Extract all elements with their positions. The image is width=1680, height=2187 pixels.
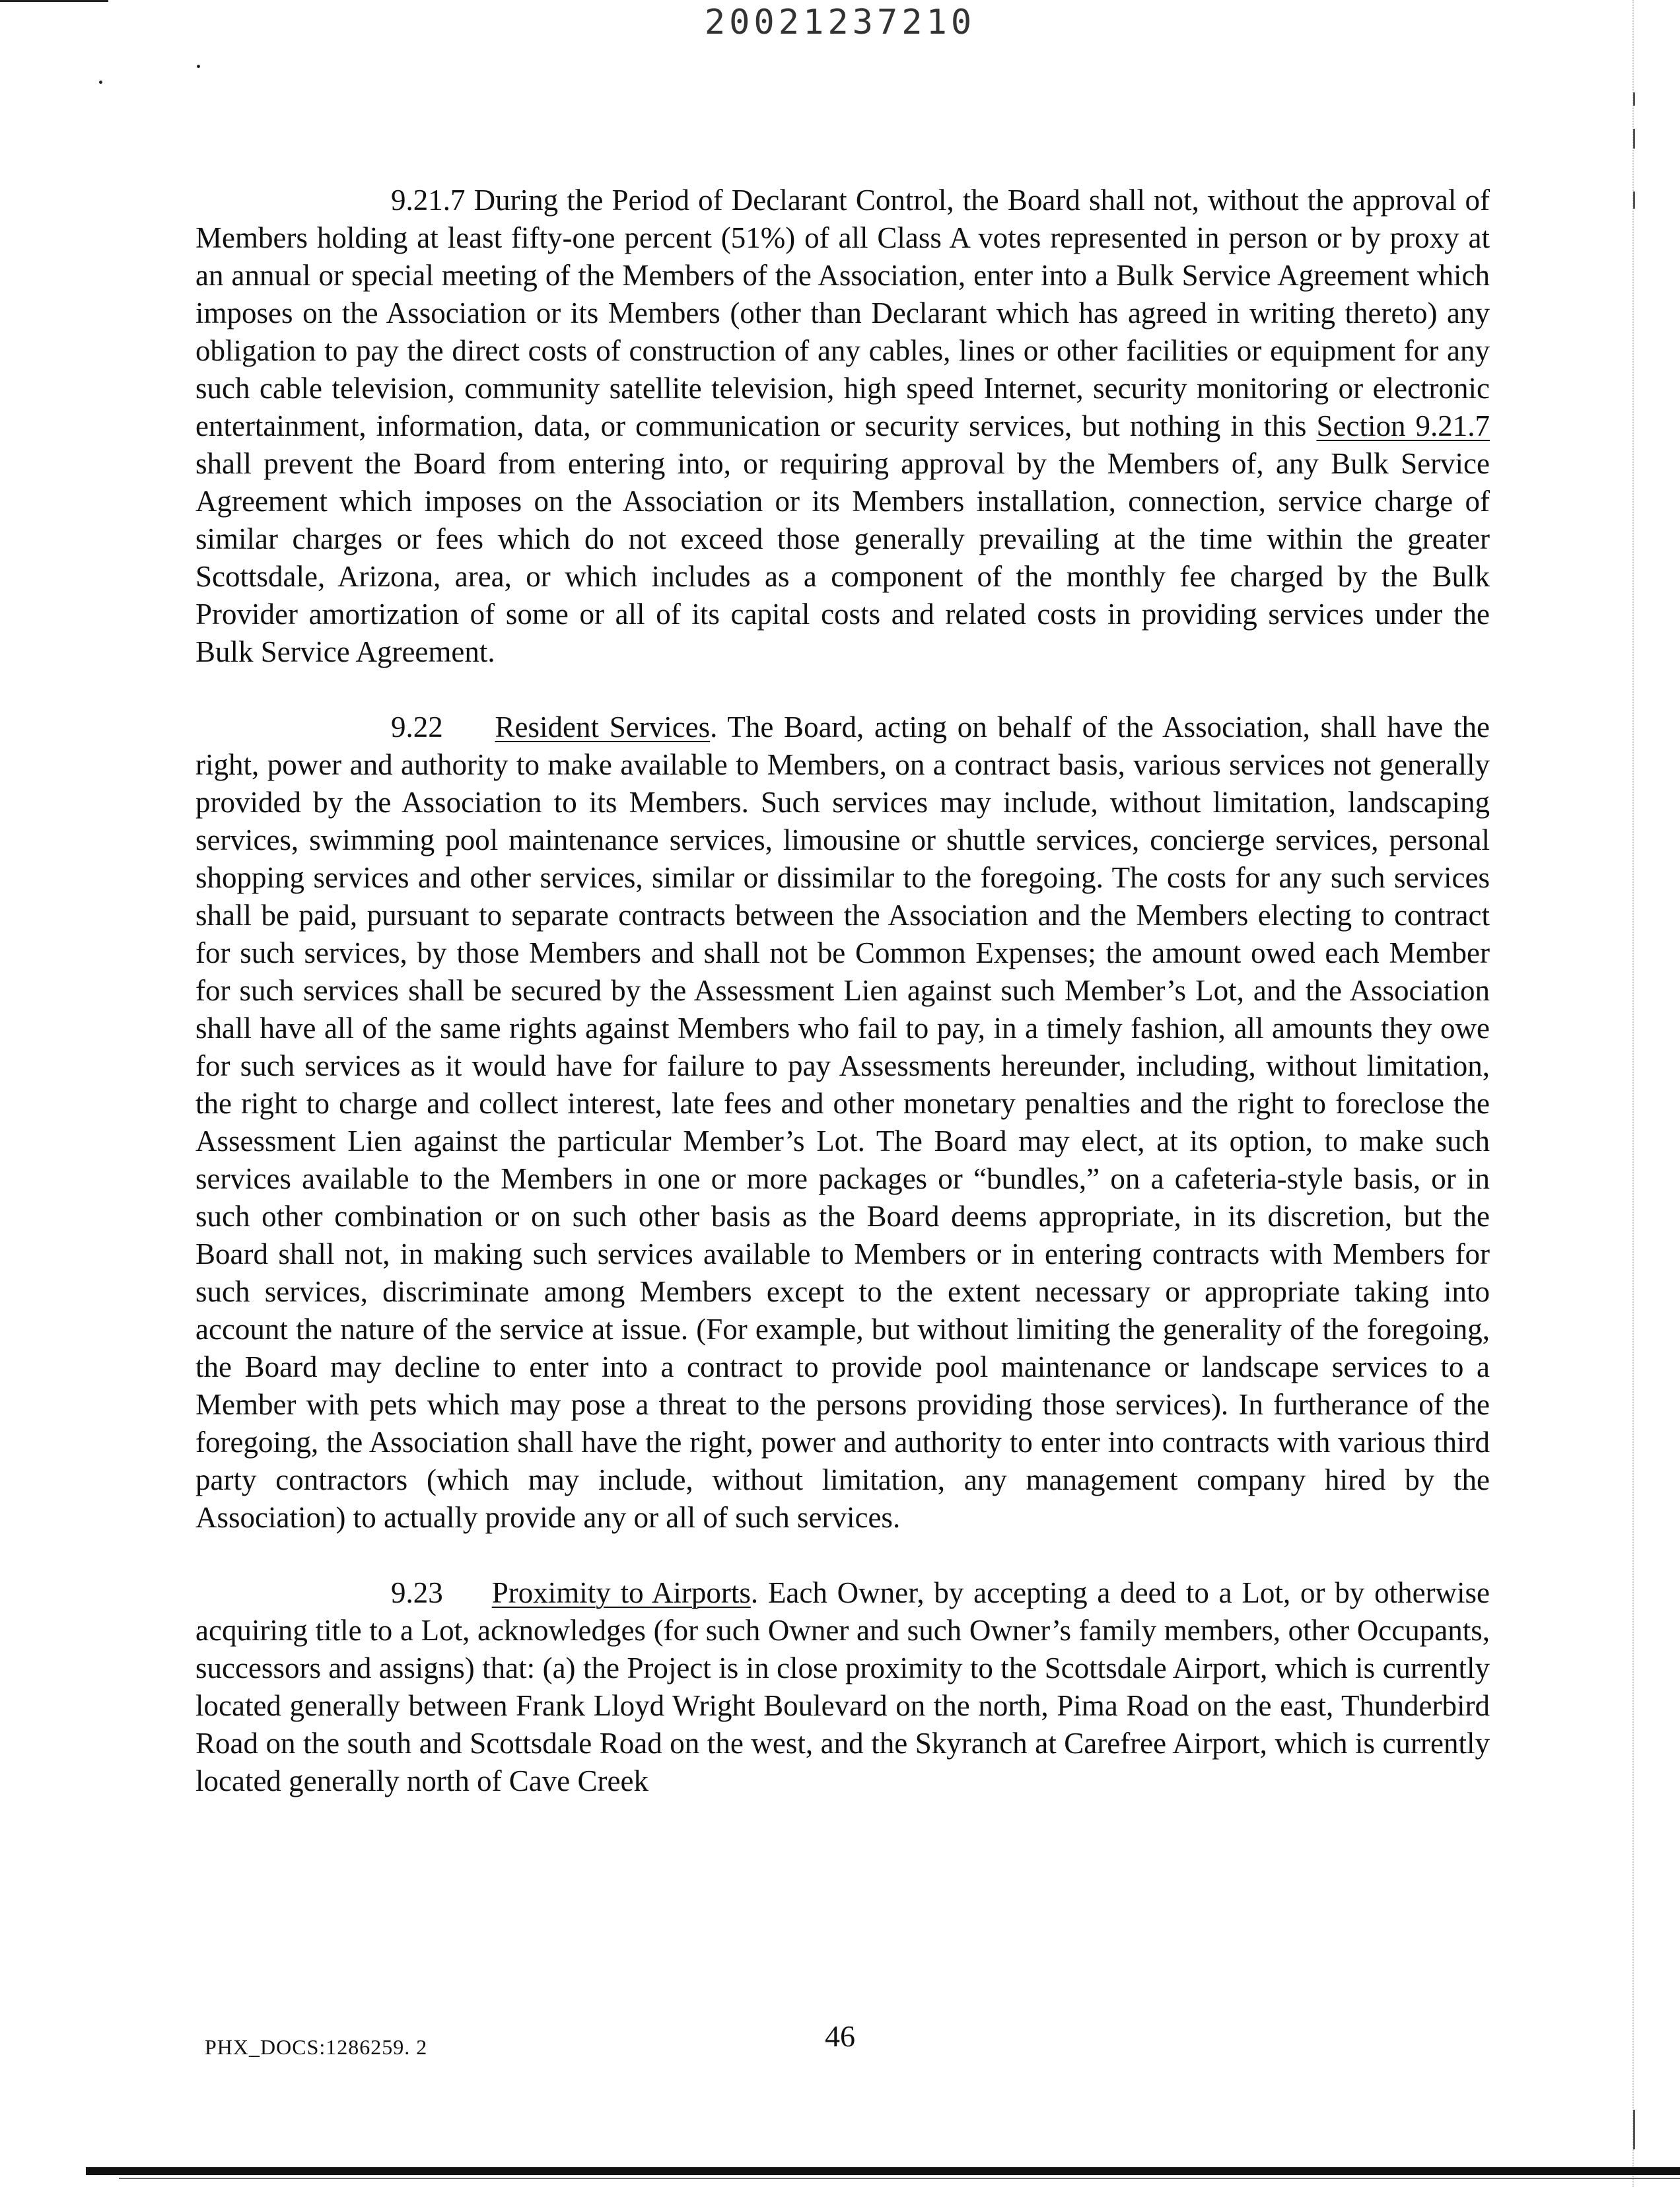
section-number: 9.23 (391, 1576, 443, 1609)
section-text: The Board, acting on behalf of the Association, shall have the right, power and authority to make available to Members, on a contract basis, various services not generally provided by the Association to its Members. Such services may include, without limitation, landscaping services, swimming pool maintenance services, limousine or shuttle services, concierge services, personal shopping services and other services, similar or dissimilar to the foregoing. The costs for any such services shall be paid, pursuant to separate contracts between the Association and the Members electing to contract for such services, by those Members and shall not be Common Expenses; the amount owed each Member for such services shall be secured by the Assessment Lien against such Member’s Lot, and the Association shall have all of the same rights against Members who fail to pay, in a timely fashion, all amounts they owe for such services as it would have for failure to pay Assessments hereunder, including, without limitation, the right to charge and collect interest, late fees and other monetary penalties and the right to foreclose the Assessment Lien against the particular Member’s Lot. The Board may elect, at its option, to make such services available to the Members in one or more packages or “bundles,” on a cafeteria-style basis, or in such other combination or on such other basis as the Board deems appropriate, in its discretion, but the Board shall not, in making such services available to Members or in entering contracts with Members for such services, discriminate among Members except to the extent necessary or appropriate taking into account the nature of the service at issue. (For example, but without limiting the generality of the foregoing, the Board may decline to enter into a contract to provide pool maintenance or landscape services to a Member with pets which may pose a threat to the persons providing those services). In furtherance of the foregoing, the Association shall have the right, power and authority to enter into contracts with various third party contractors (which may include, without limitation, any management company hired by the Association) to actually provide any or all of such services. (195, 711, 1490, 1534)
scan-edge-mark (1633, 2110, 1635, 2149)
bottom-scan-rule-thin (119, 2178, 1680, 2179)
section-heading: Proximity to Airports (491, 1576, 751, 1609)
section-number: 9.22 (391, 711, 443, 744)
scan-edge-mark (1633, 191, 1635, 209)
section-number: 9.21.7 (391, 184, 466, 217)
document-body (195, 182, 1490, 1800)
section-9-21-7 (195, 182, 1490, 671)
section-text: Each Owner, by accepting a deed to a Lot, or by otherwise acquiring title to a Lot, acknowledges (for such Owner and such Owner’s family members, other Occupants, successors and assigns) that: (a) the Project is in close proximity to the Scottsdale Airport, which is currently located generally between Frank Lloyd Wright Boulevard on the north, Pima Road on the east, Thunderbird Road on the south and Scottsdale Road on the west, and the Skyranch at Carefree Airport, which is currently located generally north of Cave Creek (195, 1576, 1490, 1797)
section-9-23: 9.23 Proximity to Airports. Each Owner, by accepting a deed to a Lot, or by otherwise acquiring title to a Lot, acknowledges (for such Owner and such Owner’s family members, other Occupants, successors and assigns) that: (a) the Project is in close proximity to the Scottsdale Airport, which is currently located generally between Frank Lloyd Wright Boulevard on the north, Pima Road on the east, Thunderbird Road on the south and Scottsdale Road on the west, and the Skyranch at Carefree Airport, which is currently located generally north of Cave Creek (195, 1576, 1490, 1797)
document-number: 20021237210 (704, 3, 976, 42)
section-text: During the Period of Declarant Control, the Board shall not, without the approval of Members holding at least fifty-one percent (51%) of all Class A votes represented in person or by proxy at an annual or special meeting of the Members of the Association, enter into a Bulk Service Agreement which imposes on the Association or its Members (other than Declarant which has agreed in writing thereto) any obligation to pay the direct costs of construction of any cables, lines or other facilities or equipment for any such cable television, community satellite television, high speed Internet, security monitoring or electronic entertainment, information, data, or communication or security services, but nothing in this (195, 184, 1490, 442)
bottom-scan-rule (86, 2167, 1680, 2175)
scan-speck (197, 65, 200, 68)
footer-document-id: PHX_DOCS:1286259. 2 (205, 2035, 428, 2059)
scan-edge-mark (1633, 92, 1635, 106)
top-scan-rule (0, 0, 108, 2)
section-text: shall prevent the Board from entering into, or requiring approval by the Members of, any Bulk Service Agreement which imposes on the Association or its Members installation, connection, service charge of similar charges or fees which do not exceed those generally prevailing at the time within the greater Scottsdale, Arizona, area, or which includes as a component of the monthly fee charged by the Bulk Provider amortization of some or all of its capital costs and related costs in providing services under the Bulk Service Agreement. (195, 447, 1490, 668)
section-9-22: 9.22 Resident Services. The Board, acting on behalf of the Association, shall have the right, power and authority to make available to Members, on a contract basis, various services not generally provided by the Association to its Members. Such services may include, without limitation, landscaping services, swimming pool maintenance services, limousine or shuttle services, concierge services, personal shopping services and other services, similar or dissimilar to the foregoing. The costs for any such services shall be paid, pursuant to separate contracts between the Association and the Members electing to contract for such services, by those Members and shall not be Common Expenses; the amount owed each Member for such services shall be secured by the Assessment Lien against such Member’s Lot, and the Association shall have all of the same rights against Members who fail to pay, in a timely fashion, all amounts they owe for such services as it would have for failure to pay Assessments hereunder, including, without limitation, the right to charge and collect interest, late fees and other monetary penalties and the right to foreclose the Assessment Lien against the particular Member’s Lot. The Board may elect, at its option, to make such services available to the Members in one or more packages or “bundles,” on a cafeteria-style basis, or in such other combination or on such other basis as the Board deems appropriate, in its discretion, but the Board shall not, in making such services available to Members or in entering contracts with Members for such services, discriminate among Members except to the extent necessary or appropriate taking into account the nature of the service at issue. (For example, but without limiting the generality of the foregoing, the Board may decline to enter into a contract to provide pool maintenance or landscape services to a Member with pets which may pose a threat to the persons providing those services). In furtherance of the foregoing, the Association shall have the right, power and authority to enter into contracts with various third party contractors (which may include, without limitation, any management company hired by the Association) to actually provide any or all of such services. (195, 711, 1490, 1534)
page-number: 46 (825, 2019, 855, 2053)
scan-edge-mark (1633, 129, 1635, 149)
scan-edge-line (1632, 0, 1634, 2187)
section-reference: Section 9.21.7 (1316, 409, 1490, 442)
scan-speck (99, 81, 102, 84)
section-heading: Resident Services (495, 711, 711, 744)
